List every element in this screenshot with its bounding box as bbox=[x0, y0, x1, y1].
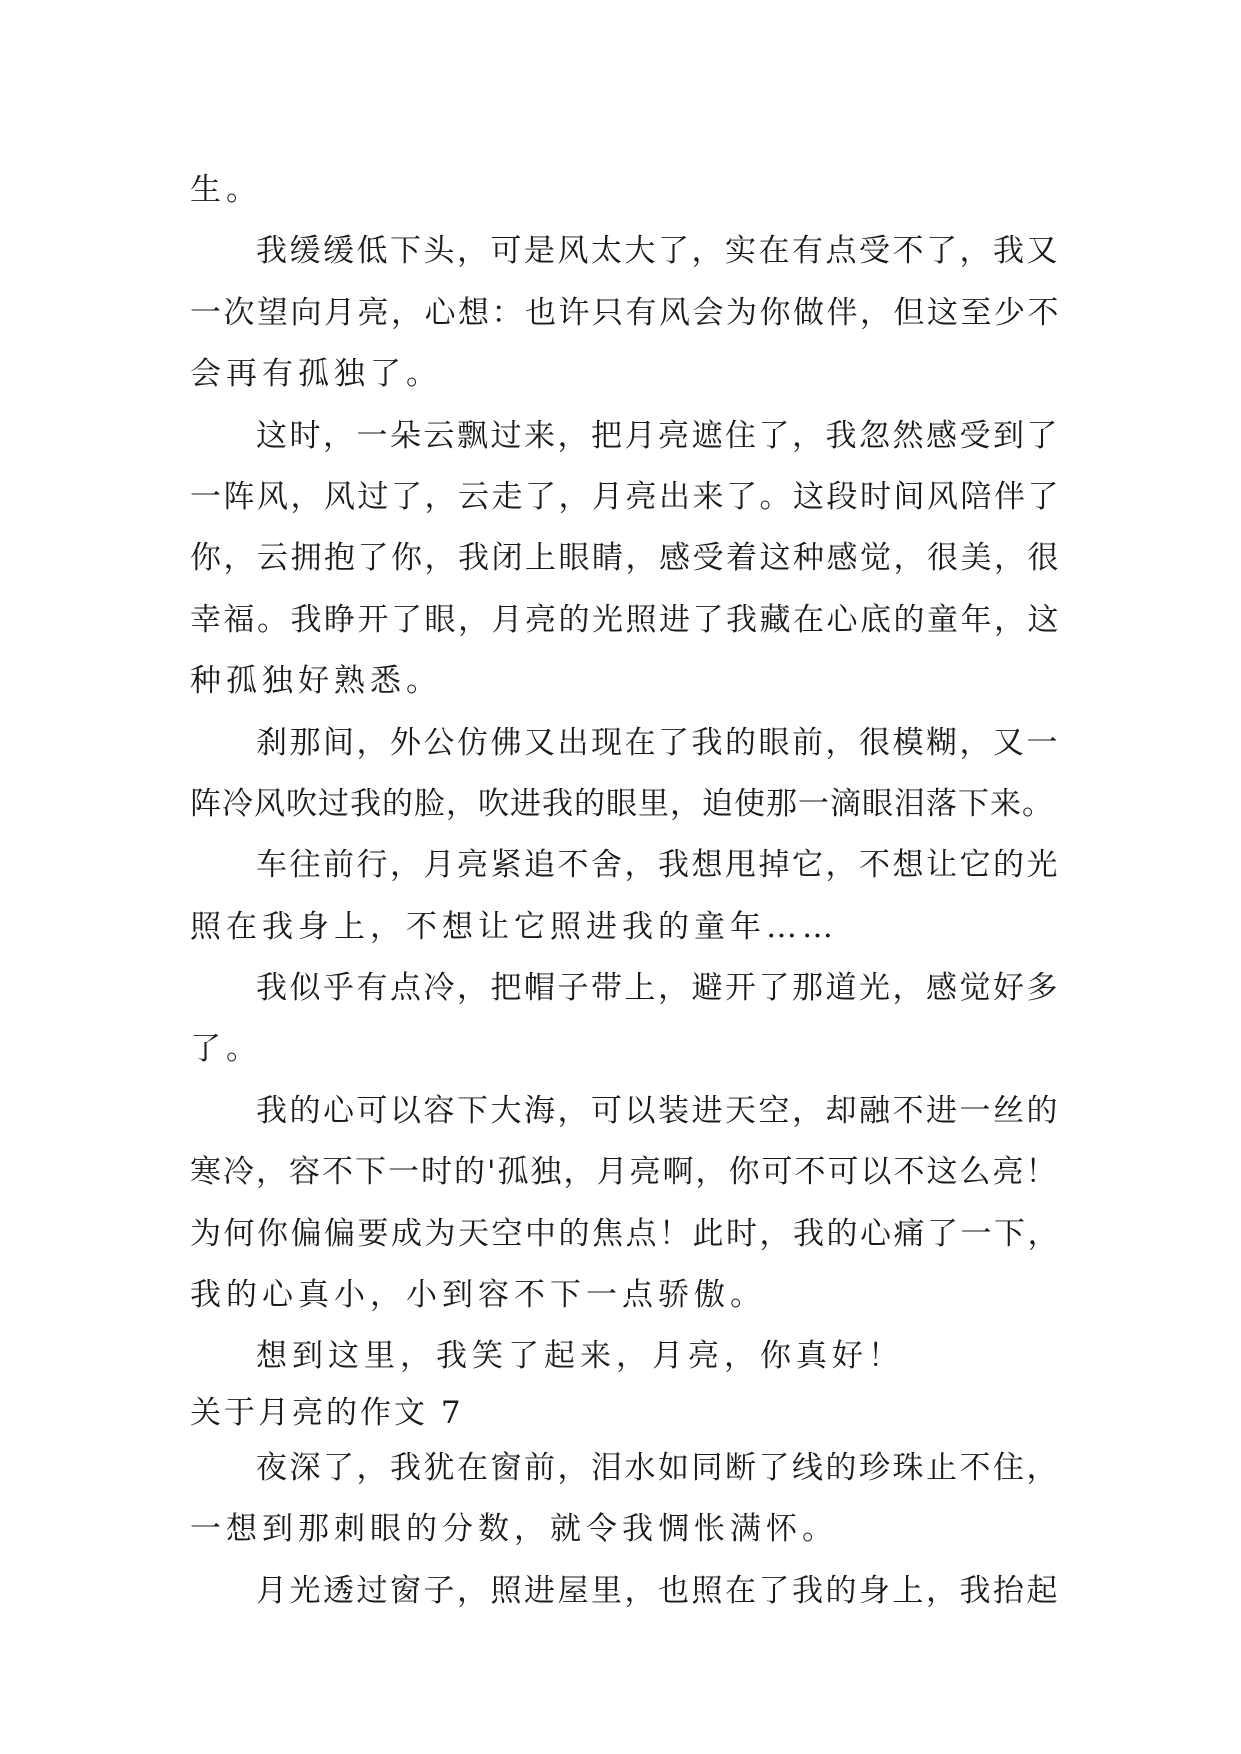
text-line: 我的心真小，小到容不下一点骄傲。 bbox=[190, 1277, 766, 1314]
text-line: 会再有孤独了。 bbox=[190, 356, 442, 393]
text-line: 一次望向月亮，心想：也许只有风会为你做伴，但这至少不 bbox=[190, 294, 1061, 331]
paragraph-start-line: 想到这里，我笑了起来，月亮，你真好！ bbox=[256, 1338, 904, 1375]
paragraph-start-line: 月光透过窗子，照进屋里，也照在了我的身上，我抬起 bbox=[256, 1572, 1060, 1609]
text-line: 幸福。我睁开了眼，月亮的光照进了我藏在心底的童年，这 bbox=[190, 601, 1061, 638]
text-line: 生。 bbox=[190, 172, 262, 208]
paragraph-start-line: 夜深了，我犹在窗前，泪水如同断了线的珍珠止不住， bbox=[256, 1449, 1060, 1486]
text-line: 寒冷，容不下一时的'孤独，月亮啊，你可不可以不这么亮！ bbox=[190, 1154, 1059, 1191]
text-line: 阵冷风吹过我的脸，吹进我的眼里，迫使那一滴眼泪落下来。 bbox=[190, 785, 1054, 822]
paragraph-start-line: 我缓缓低下头，可是风太大了，实在有点受不了，我又 bbox=[256, 233, 1060, 270]
paragraph-start-line: 车往前行，月亮紧追不舍，我想甩掉它，不想让它的光 bbox=[256, 847, 1060, 884]
paragraph-start-line: 这时，一朵云飘过来，把月亮遮住了，我忽然感受到了 bbox=[256, 417, 1060, 454]
text-line: 了。 bbox=[190, 1031, 262, 1068]
text-line: 为何你偏偏要成为天空中的焦点！此时，我的心痛了一下， bbox=[190, 1215, 1061, 1252]
text-line: 一想到那刺眼的分数，就令我惆怅满怀。 bbox=[190, 1511, 838, 1548]
text-line: 照在我身上，不想让它照进我的童年…… bbox=[190, 908, 838, 945]
paragraph-start-line: 我似乎有点冷，把帽子带上，避开了那道光，感觉好多 bbox=[256, 970, 1060, 1007]
text-line: 种孤独好熟悉。 bbox=[190, 663, 442, 700]
text-line: 你，云拥抱了你，我闭上眼睛，感受着这种感觉，很美，很 bbox=[190, 540, 1061, 577]
document-page bbox=[190, 160, 1060, 1622]
paragraph-start-line: 刹那间，外公仿佛又出现在了我的眼前，很模糊，又一 bbox=[256, 724, 1060, 761]
text-line: 一阵风，风过了，云走了，月亮出来了。这段时间风陪伴了 bbox=[190, 478, 1061, 515]
section-heading: 关于月亮的作文 7 bbox=[190, 1394, 464, 1431]
paragraph-start-line: 我的心可以容下大海，可以装进天空，却融不进一丝的 bbox=[256, 1092, 1060, 1129]
